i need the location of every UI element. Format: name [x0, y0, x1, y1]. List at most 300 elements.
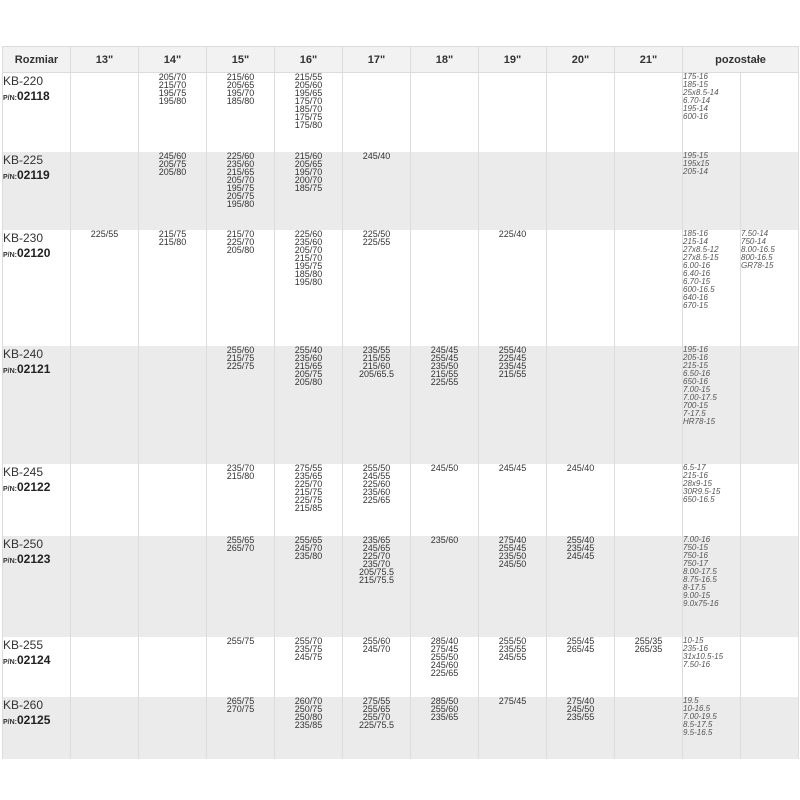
tire-size: 235/50 [498, 550, 527, 561]
tire-size: 225/60 [294, 228, 323, 239]
other-size: 7.50-14 [741, 228, 769, 238]
tire-size: 265/75 [226, 695, 255, 706]
part-number-label: P/N: [3, 367, 17, 375]
size-cell-16in [275, 230, 343, 346]
tire-size: 225/60 [226, 150, 255, 161]
tire-size: 265/35 [634, 643, 663, 654]
other-size: 25x8.5-14 [683, 88, 719, 97]
model-name: KB-260 [3, 697, 44, 712]
size-cell-13in [71, 346, 139, 464]
size-cell-15in [207, 637, 275, 697]
size-cell-13in [71, 152, 139, 230]
tire-size: 215/55 [498, 368, 527, 379]
tire-size: 225/55 [90, 228, 119, 239]
model-name: KB-255 [3, 637, 44, 652]
tire-size: 265/45 [566, 643, 595, 654]
tire-size: 225/70 [362, 550, 391, 561]
table-row [3, 230, 799, 346]
tire-size: 225/55 [430, 376, 459, 387]
tire-size: 215/70 [226, 228, 255, 239]
other-size: 800-16.5 [741, 252, 773, 262]
other-size: 10-16.5 [683, 703, 711, 713]
tire-size: 215/80 [158, 236, 187, 247]
tire-size: 185/80 [294, 268, 323, 279]
tire-size: 225/65 [430, 667, 459, 678]
other-size: 28x9-15 [683, 478, 712, 488]
model-cell [3, 637, 71, 697]
size-cell-19in [479, 230, 547, 346]
table-row [3, 637, 799, 697]
other-sizes-cell [741, 73, 799, 152]
other-size: 750-14 [741, 236, 766, 246]
tire-size: 200/70 [294, 174, 323, 185]
size-cell-19in [479, 464, 547, 536]
tire-size: 235/60 [362, 486, 391, 497]
tire-size: 195/65 [294, 88, 323, 98]
tire-size: 205/70 [158, 72, 187, 82]
tire-size: 215/55 [430, 368, 459, 379]
size-cell-17in [343, 697, 411, 759]
part-number-label: P/N: [3, 251, 17, 259]
part-number-value: 02119 [17, 167, 50, 182]
table-row [3, 346, 799, 464]
part-number-value: 02124 [17, 652, 51, 667]
model-name: KB-250 [3, 536, 44, 551]
part-number [3, 246, 70, 263]
other-size: 6.5-17 [683, 462, 706, 472]
tire-size: 215/75 [226, 352, 255, 363]
tire-size: 245/65 [362, 542, 391, 553]
tire-size: 205/65.5 [358, 368, 395, 379]
tire-size: 215/60 [226, 72, 255, 82]
tire-size: 215/65 [226, 166, 255, 177]
other-size: 7.00-16 [683, 534, 711, 544]
tire-size: 255/65 [294, 534, 323, 545]
tire-size: 195/80 [294, 276, 323, 287]
other-size: 650-16 [683, 376, 708, 386]
model-cell [3, 152, 71, 230]
size-cell-14in [139, 536, 207, 637]
size-cell-13in [71, 73, 139, 152]
other-size: 195x15 [683, 158, 710, 168]
header-13: 13" [71, 47, 139, 73]
model-cell [3, 230, 71, 346]
size-cell-13in [71, 536, 139, 637]
size-cell-14in [139, 637, 207, 697]
other-size: 195-14 [683, 104, 708, 113]
size-cell-18in [411, 152, 479, 230]
table-body [3, 73, 799, 759]
tire-size: 255/40 [498, 344, 527, 355]
tire-size: 225/75 [226, 360, 255, 371]
tire-size: 255/45 [430, 352, 459, 363]
size-cell-19in [479, 73, 547, 152]
part-number-label: P/N: [3, 718, 17, 726]
other-size: 6.40-16 [683, 268, 711, 278]
other-size: 6.00-16 [683, 260, 711, 270]
size-cell-19in [479, 152, 547, 230]
size-cell-17in [343, 73, 411, 152]
other-size: 600-16 [683, 112, 708, 121]
other-size: 9.00-15 [683, 590, 711, 600]
tire-size: 235/60 [294, 236, 323, 247]
size-cell-21in [615, 464, 683, 536]
tire-size: 205/70 [226, 174, 255, 185]
tire-size: 205/75 [226, 190, 255, 201]
table-row [3, 152, 799, 230]
size-cell-15in [207, 346, 275, 464]
other-sizes-cell [683, 536, 741, 637]
tire-size: 245/50 [566, 703, 595, 714]
tire-size: 255/60 [362, 635, 391, 646]
part-number-value: 02120 [17, 245, 51, 260]
tire-size: 225/75.5 [358, 719, 395, 730]
other-size: 185-16 [683, 228, 708, 238]
size-cell-17in [343, 346, 411, 464]
size-cell-17in [343, 152, 411, 230]
other-size: 19.5 [683, 695, 699, 705]
tire-size: 235/55 [566, 711, 595, 722]
tire-size: 235/55 [498, 643, 527, 654]
size-cell-21in [615, 637, 683, 697]
tire-size: 225/65 [362, 494, 391, 505]
part-number-label: P/N: [3, 173, 17, 181]
part-number-label: P/N: [3, 557, 17, 565]
tire-size: 245/45 [430, 344, 459, 355]
other-sizes-cell [683, 697, 741, 759]
size-cell-18in [411, 346, 479, 464]
other-sizes-cell [683, 464, 741, 536]
size-cell-20in [547, 536, 615, 637]
tire-size: 215/80 [226, 470, 255, 481]
part-number [3, 362, 70, 379]
size-cell-18in [411, 697, 479, 759]
other-sizes-cell [683, 346, 741, 464]
size-cell-14in [139, 152, 207, 230]
tire-size: 270/75 [226, 703, 255, 714]
part-number-label: P/N: [3, 95, 17, 102]
tire-size: 275/55 [362, 695, 391, 706]
size-cell-17in [343, 230, 411, 346]
size-cell-19in [479, 346, 547, 464]
other-size: 640-16 [683, 292, 708, 302]
table-row [3, 464, 799, 536]
tire-size: 255/50 [430, 651, 459, 662]
model-name: KB-245 [3, 464, 44, 479]
tire-size: 255/70 [362, 711, 391, 722]
part-number [3, 713, 70, 730]
tire-size: 235/60 [430, 534, 459, 545]
part-number-value: 02125 [17, 712, 51, 727]
other-size: 215-15 [683, 360, 708, 370]
tire-size: 285/50 [430, 695, 459, 706]
tire-size: 245/55 [498, 651, 527, 662]
other-size: 700-15 [683, 400, 708, 410]
tire-size: 255/60 [226, 344, 255, 355]
size-cell-17in [343, 536, 411, 637]
part-number-label: P/N: [3, 658, 17, 666]
tire-size: 255/40 [566, 534, 595, 545]
tire-size: 195/70 [294, 166, 323, 177]
size-cell-19in [479, 536, 547, 637]
model-cell [3, 536, 71, 637]
tire-size: 245/70 [362, 643, 391, 654]
other-size: 27x8.5-12 [683, 244, 719, 254]
size-cell-20in [547, 464, 615, 536]
size-cell-18in [411, 536, 479, 637]
part-number [3, 552, 70, 569]
size-cell-14in [139, 697, 207, 759]
tire-size: 255/45 [566, 635, 595, 646]
other-size: 750-15 [683, 542, 708, 552]
tire-size: 215/65 [294, 360, 323, 371]
tire-size: 175/70 [294, 96, 323, 106]
tire-size: 245/60 [430, 659, 459, 670]
size-cell-14in [139, 73, 207, 152]
other-size: 185-15 [683, 80, 708, 89]
part-number-label: P/N: [3, 485, 17, 493]
size-cell-13in [71, 637, 139, 697]
tire-size: 245/60 [158, 150, 187, 161]
tire-size: 245/45 [566, 550, 595, 561]
table-row [3, 536, 799, 637]
header-18: 18" [411, 47, 479, 73]
tire-size: 275/40 [566, 695, 595, 706]
tire-size: 250/80 [294, 711, 323, 722]
other-size: 195-15 [683, 150, 708, 160]
size-cell-18in [411, 230, 479, 346]
other-size: 8.00-17.5 [683, 566, 717, 576]
size-cell-20in [547, 152, 615, 230]
header-17: 17" [343, 47, 411, 73]
other-sizes-cell [741, 637, 799, 697]
header-20: 20" [547, 47, 615, 73]
tire-size: 205/70 [294, 244, 323, 255]
header-rozmiar: Rozmiar [3, 47, 71, 73]
other-size: HR78-15 [683, 416, 716, 426]
other-size: GR78-15 [741, 260, 774, 270]
part-number-value: 02123 [17, 551, 51, 566]
size-cell-21in [615, 346, 683, 464]
other-sizes-cell [683, 73, 741, 152]
tire-size: 225/50 [362, 228, 391, 239]
tire-size: 215/60 [362, 360, 391, 371]
size-cell-13in [71, 464, 139, 536]
other-size: 8-17.5 [683, 582, 706, 592]
tire-size: 225/70 [294, 478, 323, 489]
size-cell-16in [275, 697, 343, 759]
other-size: 7.00-19.5 [683, 711, 717, 721]
part-number-value: 02121 [17, 361, 51, 376]
tire-size: 235/55 [362, 344, 391, 355]
size-cell-16in [275, 637, 343, 697]
size-cell-20in [547, 697, 615, 759]
tire-size: 225/60 [362, 478, 391, 489]
table-row [3, 697, 799, 759]
size-cell-14in [139, 346, 207, 464]
size-cell-15in [207, 464, 275, 536]
size-cell-17in [343, 464, 411, 536]
part-number-value: 02122 [17, 479, 51, 494]
header-21: 21" [615, 47, 683, 73]
model-name: KB-225 [3, 152, 44, 167]
part-number-value: 02118 [17, 89, 50, 103]
part-number [3, 168, 70, 185]
other-size: 7.00-17.5 [683, 392, 717, 402]
tire-size: 245/55 [362, 470, 391, 481]
model-cell [3, 697, 71, 759]
part-number [3, 653, 70, 670]
tire-size: 205/80 [226, 244, 255, 255]
size-cell-14in [139, 464, 207, 536]
other-sizes-cell [683, 152, 741, 230]
model-name: KB-230 [3, 230, 44, 245]
tire-size: 265/70 [226, 542, 255, 553]
tire-size: 195/80 [158, 96, 187, 106]
other-sizes-cell [741, 346, 799, 464]
other-size: 8.75-16.5 [683, 574, 717, 584]
other-sizes-cell [741, 230, 799, 346]
other-size: 9.5-16.5 [683, 727, 713, 737]
tire-size: 260/70 [294, 695, 323, 706]
other-size: 205-16 [683, 352, 708, 362]
other-size: 27x8.5-15 [683, 252, 719, 262]
size-cell-15in [207, 230, 275, 346]
header-14: 14" [139, 47, 207, 73]
other-size: 205-14 [683, 166, 708, 176]
size-cell-13in [71, 230, 139, 346]
other-size: 30R9.5-15 [683, 486, 721, 496]
other-sizes-cell [741, 536, 799, 637]
other-sizes-cell [683, 230, 741, 346]
other-size: 6.50-16 [683, 368, 711, 378]
table-header-row [3, 47, 799, 73]
size-cell-17in [343, 637, 411, 697]
size-cell-20in [547, 230, 615, 346]
other-size: 6.70-15 [683, 276, 711, 286]
size-cell-21in [615, 536, 683, 637]
tire-size: 235/60 [226, 158, 255, 169]
other-sizes-cell [741, 152, 799, 230]
tire-size: 275/40 [498, 534, 527, 545]
tire-size: 245/45 [498, 462, 527, 473]
tire-size: 205/80 [158, 166, 187, 177]
tire-size: 235/65 [294, 470, 323, 481]
other-size: 7.00-15 [683, 384, 711, 394]
tire-size: 205/65 [294, 158, 323, 169]
tire-size: 195/75 [294, 260, 323, 271]
model-cell [3, 464, 71, 536]
tire-size: 195/80 [226, 198, 255, 209]
tire-size: 225/55 [362, 236, 391, 247]
size-cell-20in [547, 346, 615, 464]
tire-size: 275/55 [294, 462, 323, 473]
tire-size: 255/40 [294, 344, 323, 355]
size-cell-16in [275, 152, 343, 230]
tire-size: 235/75 [294, 643, 323, 654]
tire-size: 225/40 [498, 228, 527, 239]
tire-size: 275/45 [498, 695, 527, 706]
other-size: 670-15 [683, 300, 708, 310]
tire-size: 255/50 [498, 635, 527, 646]
tire-size: 215/75 [158, 228, 187, 239]
other-size: 7-17.5 [683, 408, 706, 418]
size-cell-15in [207, 697, 275, 759]
tire-size: 255/35 [634, 635, 663, 646]
tire-size: 185/80 [226, 96, 255, 106]
size-cell-16in [275, 346, 343, 464]
size-cell-19in [479, 637, 547, 697]
other-size: 195-16 [683, 344, 708, 354]
tire-size-table [2, 46, 799, 759]
size-cell-16in [275, 464, 343, 536]
header-19: 19" [479, 47, 547, 73]
tire-size: 215/75.5 [358, 574, 395, 585]
tire-size: 255/50 [362, 462, 391, 473]
size-cell-21in [615, 73, 683, 152]
tire-size: 175/75 [294, 112, 323, 122]
tire-size: 235/70 [362, 558, 391, 569]
other-size: 750-16 [683, 550, 708, 560]
tire-size: 285/40 [430, 635, 459, 646]
tire-size: 245/75 [294, 651, 323, 662]
size-cell-18in [411, 637, 479, 697]
table-row [3, 73, 799, 152]
header-16: 16" [275, 47, 343, 73]
header-pozostale: pozostałe [683, 47, 799, 73]
tire-size: 255/70 [294, 635, 323, 646]
other-size: 235-16 [683, 643, 708, 653]
other-size: 10-15 [683, 635, 704, 645]
model-name: KB-240 [3, 346, 44, 361]
tire-size: 195/75 [158, 88, 187, 98]
size-cell-13in [71, 697, 139, 759]
tire-size: 195/75 [226, 182, 255, 193]
tire-size: 255/75 [226, 635, 255, 646]
size-cell-18in [411, 464, 479, 536]
tire-size: 215/60 [294, 150, 323, 161]
tire-size: 205/75 [294, 368, 323, 379]
tire-size: 255/65 [226, 534, 255, 545]
other-size: 31x10.5-15 [683, 651, 724, 661]
model-cell [3, 73, 71, 152]
model-cell [3, 346, 71, 464]
tire-size: 215/70 [158, 80, 187, 90]
other-size: 8.5-17.5 [683, 719, 713, 729]
size-cell-16in [275, 536, 343, 637]
tire-size: 255/45 [498, 542, 527, 553]
other-size: 7.50-16 [683, 659, 711, 669]
part-number [3, 89, 70, 106]
size-cell-16in [275, 73, 343, 152]
tire-size: 245/40 [362, 150, 391, 161]
tire-size: 185/70 [294, 104, 323, 114]
tire-size: 175/80 [294, 120, 323, 130]
tire-size: 235/85 [294, 719, 323, 730]
tire-size: 195/70 [226, 88, 255, 98]
other-size: 215-14 [683, 236, 708, 246]
tire-size: 225/75 [294, 494, 323, 505]
tire-size: 235/60 [294, 352, 323, 363]
size-cell-19in [479, 697, 547, 759]
other-size: 175-16 [683, 72, 708, 81]
tire-size: 225/70 [226, 236, 255, 247]
tire-size: 215/55 [362, 352, 391, 363]
size-cell-21in [615, 230, 683, 346]
size-cell-18in [411, 73, 479, 152]
tire-size: 235/65 [362, 534, 391, 545]
model-name: KB-220 [3, 74, 44, 88]
